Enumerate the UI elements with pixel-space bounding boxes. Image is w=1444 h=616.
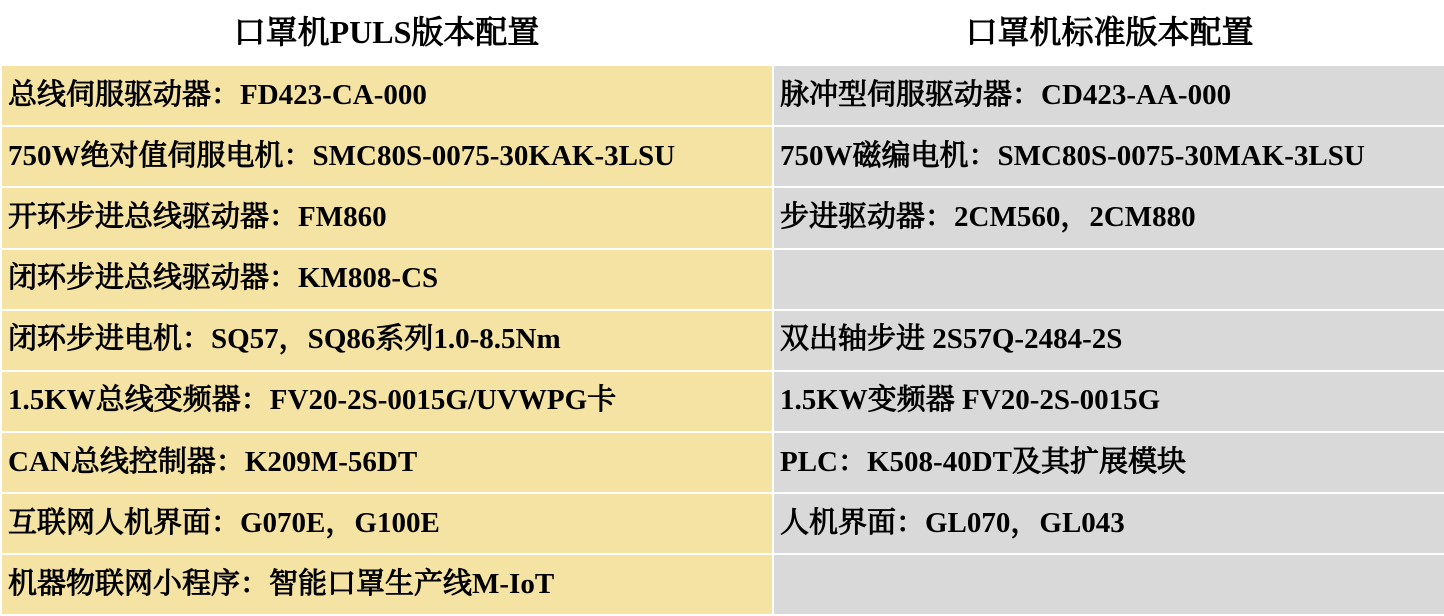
table-row <box>1 554 1444 615</box>
table-row <box>1 371 1444 432</box>
cell-puls-3: 开环步进总线驱动器：FM860 <box>1 187 773 248</box>
cell-standard-3: 步进驱动器：2CM560，2CM880 <box>773 187 1444 248</box>
cell-standard-6: 1.5KW变频器 FV20-2S-0015G <box>773 371 1444 432</box>
cell-puls-7: CAN总线控制器：K209M-56DT <box>1 432 773 493</box>
table-row <box>1 249 1444 310</box>
table-row <box>1 493 1444 554</box>
cell-standard-2: 750W磁编电机：SMC80S-0075-30MAK-3LSU <box>773 126 1444 187</box>
header-cell-puls-version: 口罩机PULS版本配置 <box>1 0 773 65</box>
cell-puls-6: 1.5KW总线变频器：FV20-2S-0015G/UVWPG卡 <box>1 371 773 432</box>
table-row <box>1 65 1444 126</box>
cell-standard-5: 双出轴步进 2S57Q-2484-2S <box>773 310 1444 371</box>
cell-puls-9: 机器物联网小程序：智能口罩生产线M-IoT <box>1 554 773 615</box>
cell-standard-9 <box>773 554 1444 615</box>
header-cell-standard-version: 口罩机标准版本配置 <box>773 0 1444 65</box>
cell-standard-4 <box>773 249 1444 310</box>
cell-puls-8: 互联网人机界面：G070E，G100E <box>1 493 773 554</box>
table-row <box>1 310 1444 371</box>
cell-puls-5: 闭环步进电机：SQ57，SQ86系列1.0-8.5Nm <box>1 310 773 371</box>
table-row <box>1 432 1444 493</box>
cell-puls-2: 750W绝对值伺服电机：SMC80S-0075-30KAK-3LSU <box>1 126 773 187</box>
cell-standard-1: 脉冲型伺服驱动器：CD423-AA-000 <box>773 65 1444 126</box>
table-row <box>1 187 1444 248</box>
table-row <box>1 126 1444 187</box>
cell-standard-7: PLC：K508-40DT及其扩展模块 <box>773 432 1444 493</box>
cell-puls-1: 总线伺服驱动器：FD423-CA-000 <box>1 65 773 126</box>
table-header-row <box>1 0 1444 65</box>
cell-puls-4: 闭环步进总线驱动器：KM808-CS <box>1 249 773 310</box>
cell-standard-8: 人机界面：GL070，GL043 <box>773 493 1444 554</box>
